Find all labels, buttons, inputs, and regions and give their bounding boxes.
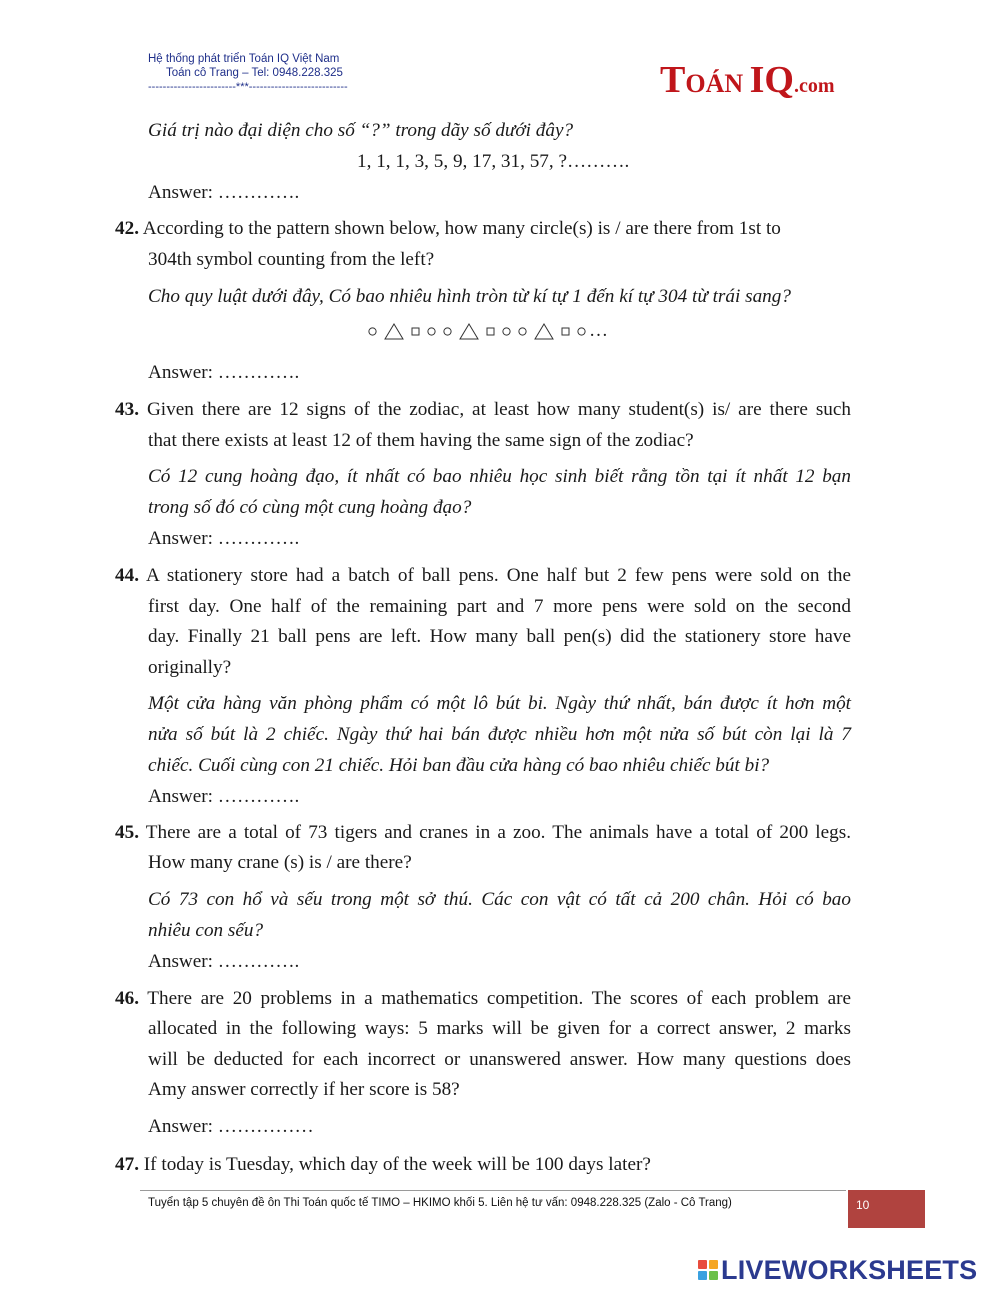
q44-vi-line2: nửa số bút là 2 chiếc. Ngày thứ hai bán được nhiều hơn một nửa số bút còn lại là 7 [148, 724, 851, 745]
page-number: 10 [856, 1198, 870, 1212]
q43-number: 43. [115, 399, 139, 420]
q41-answer: Answer: …………. [148, 182, 300, 203]
liveworksheets-logo-icon [698, 1260, 718, 1280]
q46-line2: allocated in the following ways: 5 marks will be given for a correct answer, 2 marks [148, 1018, 851, 1039]
q44-line2: first day. One half of the remaining part and 7 more pens were sold on the second [148, 596, 851, 617]
pattern-ellipsis: … [589, 320, 608, 341]
q42-line2: 304th symbol counting from the left? [148, 249, 435, 270]
q42-pattern [368, 320, 608, 342]
q44-number: 44. [115, 565, 139, 586]
q44-answer: Answer: …………. [148, 786, 300, 807]
header-divider: ------------------------***--------------------------- [148, 81, 348, 93]
q44-line1: 44. A stationery store had a batch of ball pens. One half but 2 few pens were sold on the [115, 565, 851, 586]
circle-icon [427, 327, 436, 336]
q44-vi-line3: chiếc. Cuối cùng con 21 chiếc. Hỏi ban đầu cửa hàng có bao nhiêu chiếc bút bi? [148, 755, 770, 776]
footer-divider [140, 1190, 846, 1191]
circle-icon [518, 327, 527, 336]
q44-line4: originally? [148, 657, 232, 678]
circle-icon [443, 327, 452, 336]
q45-vi-line2: nhiêu con sếu? [148, 920, 264, 941]
toaniq-logo: TOÁN IQ.com [660, 59, 835, 101]
q44-line3: day. Finally 21 ball pens are left. How many ball pen(s) did the stationery store have [148, 626, 851, 647]
q43-line2: that there exists at least 12 of them having the same sign of the zodiac? [148, 430, 694, 451]
q41-vi-text: Giá trị nào đại diện cho số “?” trong dãy số dưới đây? [148, 120, 574, 141]
q45-number: 45. [115, 822, 139, 843]
circle-icon [502, 327, 511, 336]
q46-line3: will be deducted for each incorrect or unanswered answer. How many questions does [148, 1049, 851, 1070]
q46-number: 46. [115, 988, 139, 1009]
triangle-icon [534, 323, 554, 340]
q45-line2: How many crane (s) is / are there? [148, 852, 412, 873]
square-icon [561, 327, 570, 336]
header-org-info [148, 52, 348, 94]
circle-icon [368, 327, 377, 336]
header-org-name: Hệ thống phát triển Toán IQ Việt Nam [148, 53, 340, 65]
q43-vi-line2: trong số đó có cùng một cung hoàng đạo? [148, 497, 472, 518]
square-icon [411, 327, 420, 336]
liveworksheets-watermark [698, 1255, 977, 1285]
q45-answer: Answer: …………. [148, 951, 300, 972]
triangle-icon [384, 323, 404, 340]
footer-text: Tuyển tập 5 chuyên đề ôn Thi Toán quốc tế TIMO – HKIMO khối 5. Liên hệ tư vấn: 0948.228.325 (Zalo - Cô Trang) [148, 1197, 732, 1209]
q44-vi-line1: Một cửa hàng văn phòng phẩm có một lô bút bi. Ngày thứ nhất, bán được ít hơn một [148, 693, 851, 714]
q43-line1: 43. Given there are 12 signs of the zodiac, at least how many student(s) is/ are there such [115, 399, 852, 420]
q43-answer: Answer: …………. [148, 528, 300, 549]
q46-line1: 46. There are 20 problems in a mathematics competition. The scores of each problem are [115, 988, 852, 1009]
page-number-box [848, 1190, 925, 1228]
q42-number: 42. [115, 218, 139, 239]
q45-line1: 45. There are a total of 73 tigers and cranes in a zoo. The animals have a total of 200 legs. [115, 822, 851, 843]
q41-sequence: 1, 1, 1, 3, 5, 9, 17, 31, 57, ?………. [357, 151, 630, 172]
liveworksheets-text: LIVEWORKSHEETS [721, 1254, 978, 1285]
q42-vi-text: Cho quy luật dưới đây, Có bao nhiêu hình tròn từ kí tự 1 đến kí tự 304 từ trái sang? [148, 286, 791, 307]
q47-line1: 47. If today is Tuesday, which day of the week will be 100 days later? [115, 1154, 651, 1175]
circle-icon [577, 327, 586, 336]
q46-answer: Answer: …………… [148, 1116, 314, 1137]
header-contact: Toán cô Trang – Tel: 0948.228.325 [166, 67, 343, 79]
q45-vi-line1: Có 73 con hổ và sếu trong một sở thú. Các con vật có tất cả 200 chân. Hỏi có bao [148, 889, 851, 910]
q42-answer: Answer: …………. [148, 362, 300, 383]
q43-vi-line1: Có 12 cung hoàng đạo, ít nhất có bao nhiêu học sinh biết rằng tồn tại ít nhất 12 bạn [148, 466, 851, 487]
square-icon [486, 327, 495, 336]
q47-number: 47. [115, 1154, 139, 1175]
triangle-icon [459, 323, 479, 340]
q42-line1: 42. According to the pattern shown below, how many circle(s) is / are there from 1st to [115, 218, 781, 239]
q46-line4: Amy answer correctly if her score is 58? [148, 1079, 460, 1100]
